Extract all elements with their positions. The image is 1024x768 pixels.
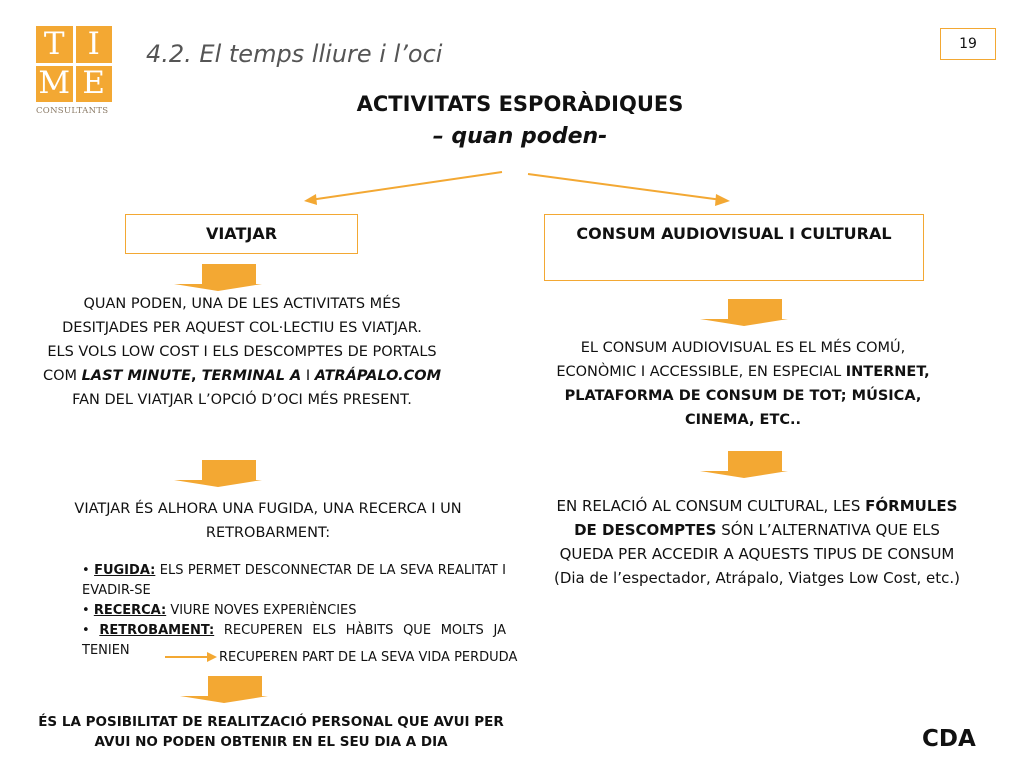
logo-letter: E xyxy=(76,66,113,103)
page-number: 19 xyxy=(940,28,996,60)
consum-p2a: EN RELACIÓ AL CONSUM CULTURAL, LES xyxy=(556,497,866,515)
bullet-fugida: • FUGIDA: ELS PERMET DESCONNECTAR DE LA SEVA REALITAT I EVADIR-SE xyxy=(82,563,506,598)
bullet-term: RECERCA: xyxy=(93,603,167,618)
section-title: 4.2. El temps lliure i l’oci xyxy=(146,40,443,68)
time-logo xyxy=(36,26,112,102)
author-initials: CDA xyxy=(922,726,976,752)
consum-box xyxy=(544,214,924,281)
consum-p2c: SÓN L’ALTERNATIVA QUE ELS QUEDA PER ACCEDIR A AQUESTS TIPUS DE CONSUM (Dia de l’espectador, Atrápalo, Viatges Low Cost, etc.) xyxy=(553,521,960,587)
bullet-text: VIURE NOVES EXPERIÈNCIES xyxy=(166,603,357,618)
viatjar-p1c: FAN DEL VIATJAR L’OPCIÓ D’OCI MÉS PRESENT. xyxy=(72,392,412,408)
bullet-text: ELS PERMET DESCONNECTAR DE LA SEVA REALITAT I EVADIR-SE xyxy=(82,563,506,598)
slide-subtitle: – quan poden- xyxy=(432,124,608,149)
viatjar-p1b: ELS VOLS LOW COST I ELS DESCOMPTES DE PORTALS COM xyxy=(42,344,437,384)
logo-letter: T xyxy=(36,26,73,63)
consum-p2b: FÓRMULES DE DESCOMPTES xyxy=(574,497,958,539)
logo-subtitle: CONSULTANTS xyxy=(36,106,109,116)
last-minute-text: LAST MINUTE xyxy=(81,368,192,384)
atrapalo-text: ATRÁPALO.COM xyxy=(314,368,442,384)
logo-letter: I xyxy=(76,26,113,63)
consum-label: CONSUM AUDIOVISUAL I CULTURAL xyxy=(576,224,892,243)
consum-cultural-text xyxy=(550,494,964,590)
down-arrow-icon xyxy=(174,460,262,488)
consum-audiovisual-text xyxy=(548,336,938,432)
viatjar-description: QUAN PODEN, UNA DE LES ACTIVITATS MÉS DESITJADES PER AQUEST COL·LECTIU ES VIATJAR. ELS VOLS LOW COST I ELS DESCOMPTES DE PORTALS COM LAST MINUTE, TERMINAL A I ATRÁPALO.COM FAN DEL VIATJAR L’OPCIÓ D’OCI MÉS PRESENT. xyxy=(42,296,442,408)
logo-letter: M xyxy=(36,66,73,103)
viatjar-fugida-text: VIATJAR ÉS ALHORA UNA FUGIDA, UNA RECERCA I UN RETROBARMENT: xyxy=(74,501,462,541)
bullet-list xyxy=(82,561,506,661)
bullet-term: FUGIDA: xyxy=(94,563,156,578)
viatjar-p1a: QUAN PODEN, UNA DE LES ACTIVITATS MÉS DESITJADES PER AQUEST COL·LECTIU ES VIATJAR. xyxy=(62,296,422,336)
conclusion-text: ÉS LA POSIBILITAT DE REALITZACIÓ PERSONAL QUE AVUI PER AVUI NO PODEN OBTENIR EN EL SEU DIA A DIA xyxy=(38,714,504,750)
bullet-text: RECUPEREN ELS HÀBITS QUE MOLTS JA TENIEN xyxy=(82,623,506,658)
consum-p1a: EL CONSUM AUDIOVISUAL ES EL MÉS COMÚ, ECONÒMIC I ACCESSIBLE, EN ESPECIAL xyxy=(556,340,906,380)
consum-p1b: INTERNET, PLATAFORMA DE CONSUM DE TOT; MÚSICA, CINEMA, ETC.. xyxy=(564,364,930,428)
down-arrow-icon xyxy=(180,676,268,704)
down-arrow-icon xyxy=(700,451,788,479)
bullet-recerca: • RECERCA: VIURE NOVES EXPERIÈNCIES xyxy=(82,603,357,618)
down-arrow-icon xyxy=(700,299,788,327)
viatjar-box xyxy=(125,214,358,254)
terminal-a-text: TERMINAL A xyxy=(201,368,302,384)
viatjar-label: VIATJAR xyxy=(205,224,278,243)
down-arrow-icon xyxy=(174,264,262,292)
bullet-term: RETROBAMENT: xyxy=(99,623,215,638)
right-arrow-icon xyxy=(165,650,217,664)
bullet-retrobament: • RETROBAMENT: RECUPEREN ELS HÀBITS QUE MOLTS JA TENIEN xyxy=(82,623,506,658)
slide-title: ACTIVITATS ESPORÀDIQUES xyxy=(356,92,684,116)
split-arrows xyxy=(290,166,750,212)
arrow-note: RECUPEREN PART DE LA SEVA VIDA PERDUDA xyxy=(219,650,518,665)
